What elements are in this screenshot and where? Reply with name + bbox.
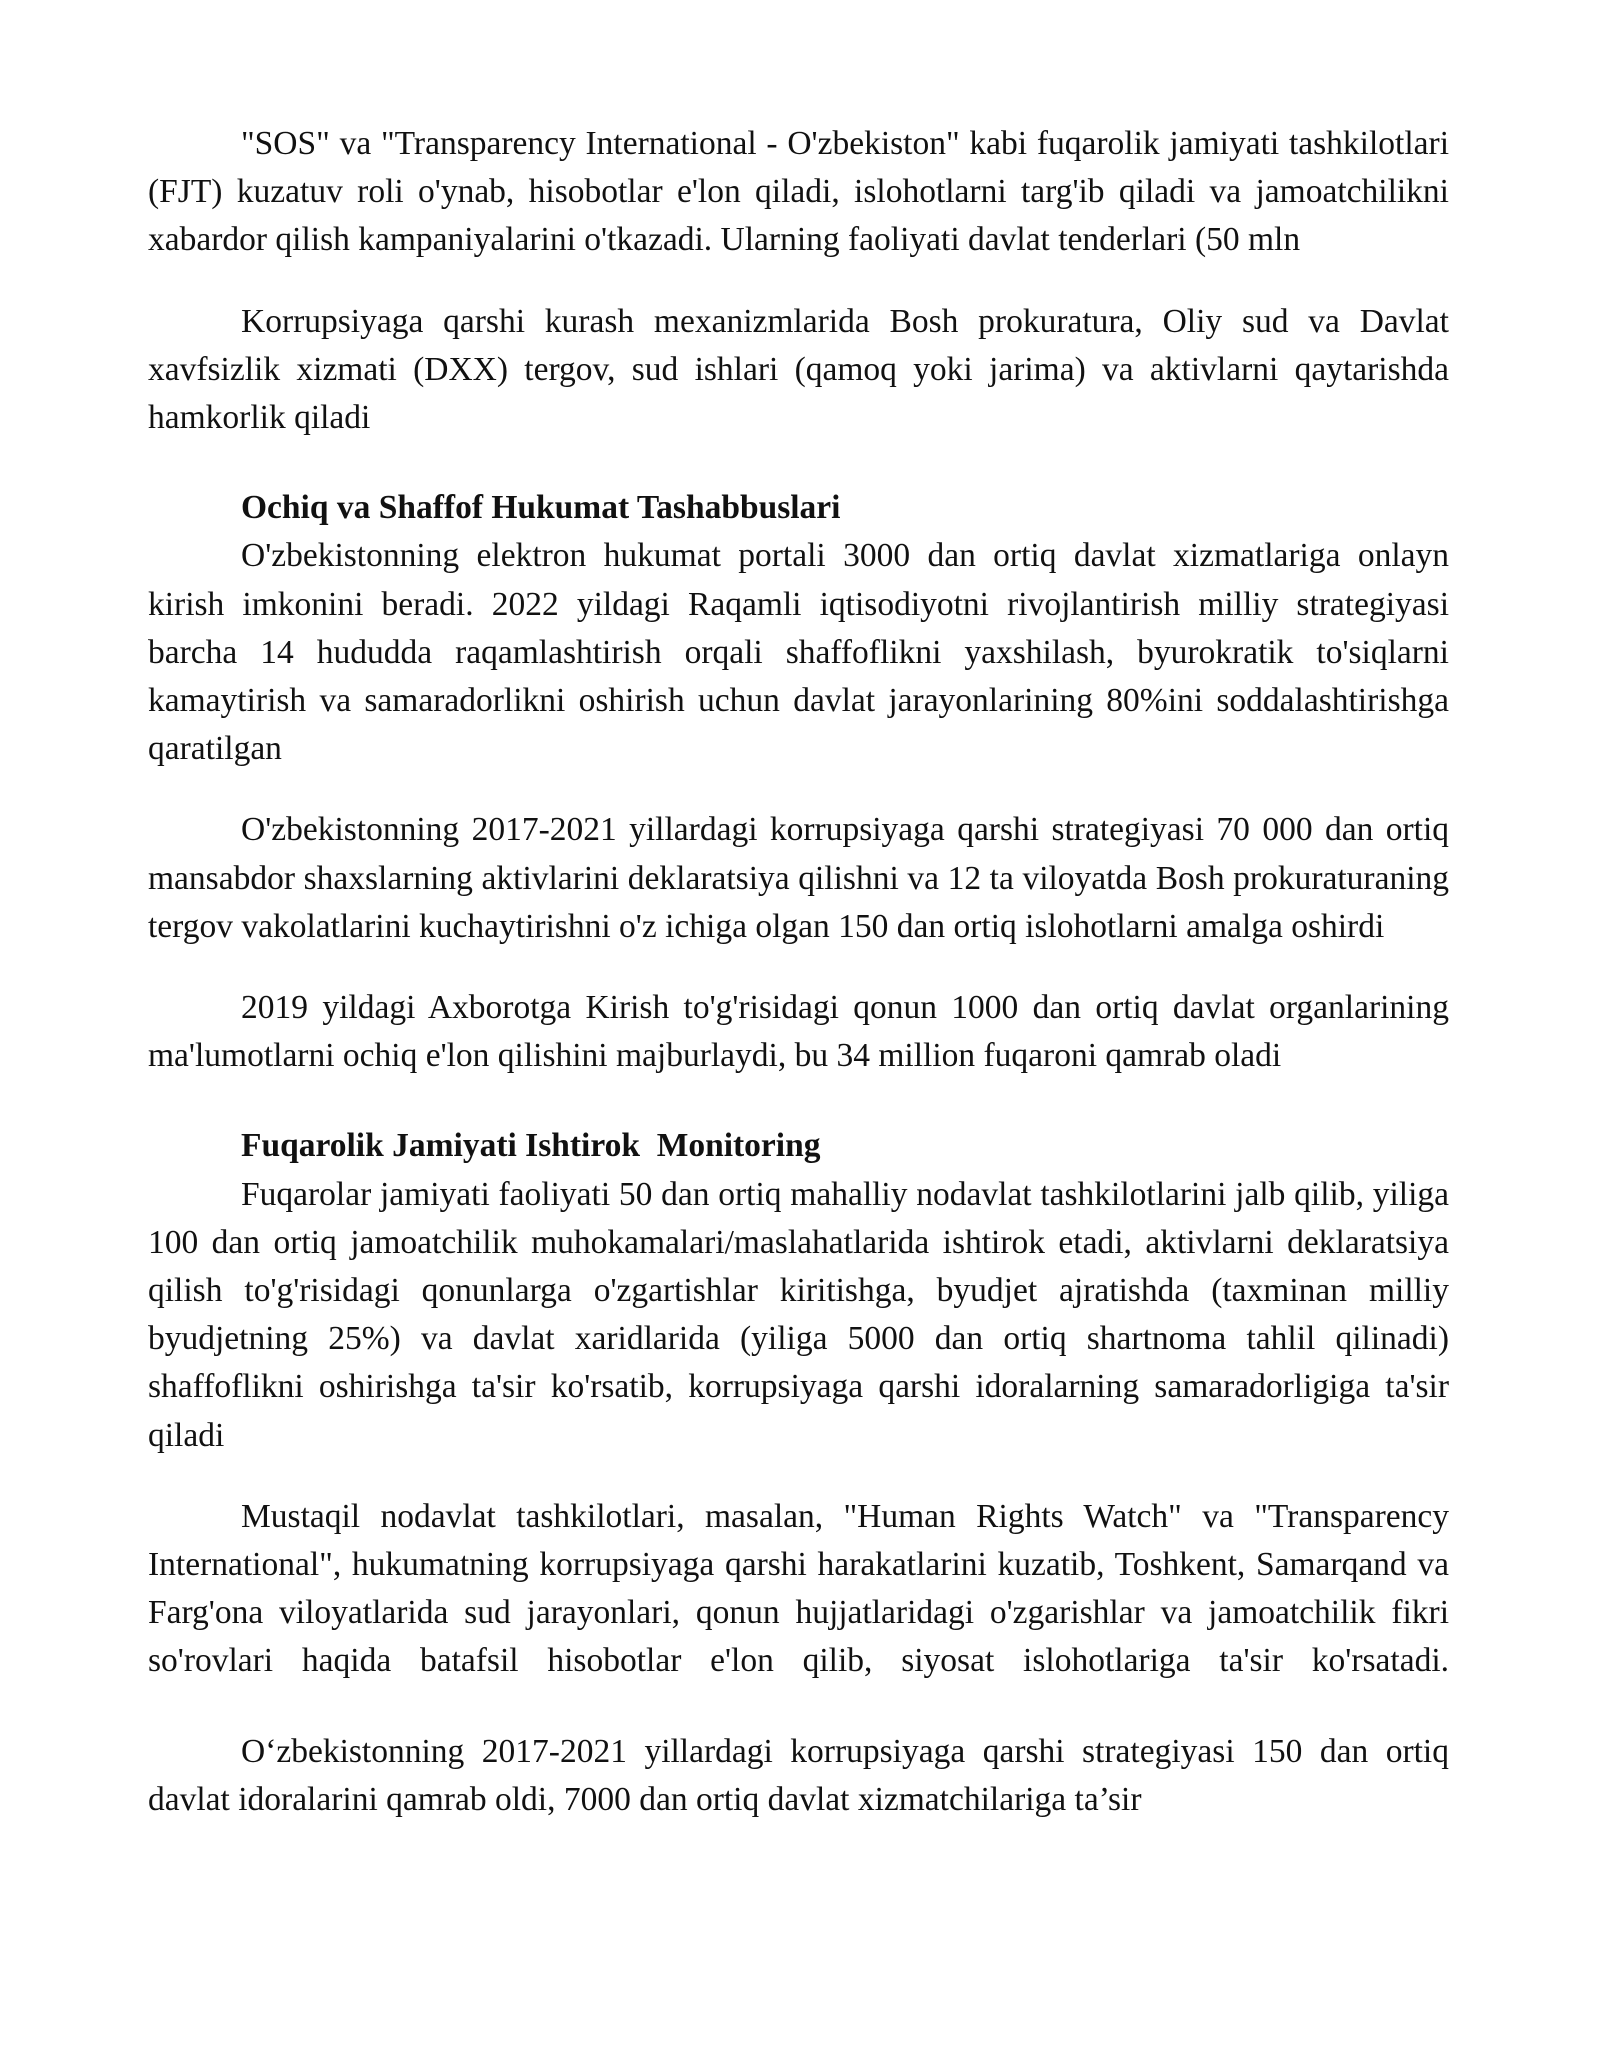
section-heading-civil-society: Fuqarolik Jamiyati Ishtirok Monitoring bbox=[241, 1127, 821, 1165]
paragraph-independent-ngos: Mustaqil nodavlat tashkilotlari, masalan, "Human Rights Watch" va "Transparency International", hukumatning korrupsiyaga qarshi harakatlarini kuzatib, Toshkent, Samarqand va Farg'ona viloyatlarida sud jarayonlari, qonun hujjatlaridagi o'zgarishlar va jamoatchilik fikri so'rovlari haqida batafsil hisobotlar e'lon qilib, siyosat islohotlariga ta'sir ko'rsatadi. bbox=[148, 1497, 1449, 1680]
paragraph-egov-portal: O'zbekistonning elektron hukumat portali 3000 dan ortiq davlat xizmatlariga onlayn kirish imkonini beradi. 2022 yildagi Raqamli iqtisodiyotni rivojlantirish milliy strategiyasi barcha 14 hududda raqamlashtirish orqali shaffoflikni yaxshilash, byurokratik to'siqlarni kamaytirish va samaradorlikni oshirish uchun davlat jarayonlarining 80%ini soddalashtirishga qaratilgan bbox=[148, 537, 1449, 768]
paragraph-anticorruption-strategy: O'zbekistonning 2017-2021 yillardagi korrupsiyaga qarshi strategiyasi 70 000 dan ortiq mansabdor shaxslarning aktivlarini deklaratsiya qilishni va 12 ta viloyatda Bosh prokuraturaning tergov vakolatlarini kuchaytirishni o'z ichiga olgan 150 dan ortiq islohotlarni amalga oshirdi bbox=[148, 811, 1449, 945]
paragraph-cso-role: "SOS" va "Transparency International - O'zbekiston" kabi fuqarolik jamiyati tashkilotlari (FJT) kuzatuv roli o'ynab, hisobotlar e'lon qiladi, islohotlarni targ'ib qiladi va jamoatchilikni xabardor qilish kampaniyalarini o'tkazadi. Ularning faoliyati davlat tenderlari (50 mln bbox=[148, 125, 1449, 259]
section-heading-open-government: Ochiq va Shaffof Hukumat Tashabbuslari bbox=[241, 489, 841, 527]
paragraph-strategy-coverage: O‘zbekistonning 2017-2021 yillardagi korrupsiyaga qarshi strategiyasi 150 dan ortiq davlat idoralarini qamrab oldi, 7000 dan ortiq davlat xizmatchilariga ta’sir bbox=[148, 1732, 1449, 1818]
paragraph-access-to-information-law: 2019 yildagi Axborotga Kirish to'g'risidagi qonun 1000 dan ortiq davlat organlarining ma'lumotlarni ochiq e'lon qilishini majburlaydi, bu 34 million fuqaroni qamrab oladi bbox=[148, 989, 1449, 1075]
paragraph-anticorruption-mechanisms: Korrupsiyaga qarshi kurash mexanizmlarida Bosh prokuratura, Oliy sud va Davlat xavfsizlik xizmati (DXX) tergov, sud ishlari (qamoq yoki jarima) va aktivlarni qaytarishda hamkorlik qiladi bbox=[148, 302, 1449, 437]
paragraph-civil-society-activity: Fuqarolar jamiyati faoliyati 50 dan ortiq mahalliy nodavlat tashkilotlarini jalb qilib, yiliga 100 dan ortiq jamoatchilik muhokamalari/maslahatlarida ishtirok etadi, aktivlarni deklaratsiya qilish to'g'risidagi qonunlarga o'zgartishlar kiritishga, byudjet ajratishda (taxminan milliy byudjetning 25%) va davlat xaridlarida (yiliga 5000 dan ortiq shartnoma tahlil qilinadi) shaffoflikni oshirishga ta'sir ko'rsatib, korrupsiyaga qarshi idoralarning samaradorligiga ta'sir qiladi bbox=[148, 1175, 1449, 1454]
document-page bbox=[148, 120, 1449, 1824]
